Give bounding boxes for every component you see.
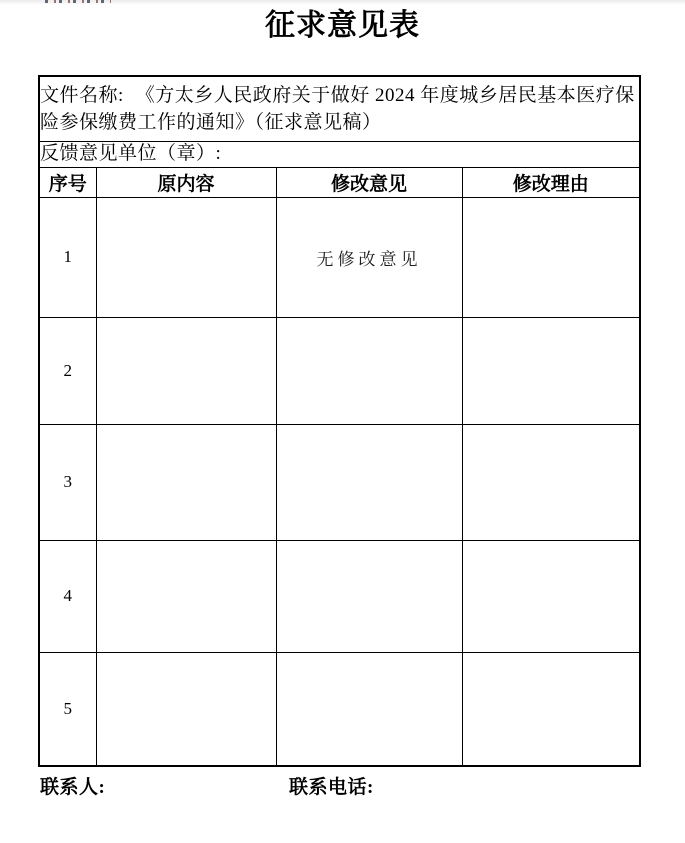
row4-revision-opinion-cell: [276, 540, 462, 652]
row4-serial: 4: [39, 540, 96, 652]
feedback-unit-row: [39, 141, 640, 167]
row1-serial: 1: [39, 197, 96, 317]
table-row: [39, 424, 640, 540]
table-row: [39, 197, 640, 317]
row1-original-content-cell: [96, 197, 276, 317]
row3-original-content-cell: [96, 424, 276, 540]
file-name-value: 《方太乡人民政府关于做好 2024 年度城乡居民基本医疗保险参保缴费工作的通知》（征求意见稿）: [40, 84, 635, 133]
page-title: 征求意见表: [265, 9, 420, 42]
row5-serial: 5: [39, 652, 96, 766]
contact-person-label: 联系人:: [40, 777, 106, 798]
opinion-form-table: [38, 75, 641, 767]
clipped-text-fragment: [45, 0, 111, 3]
table-header-row: [39, 167, 640, 197]
row1-revision-opinion-cell: 无修改意见: [276, 197, 462, 317]
row4-revision-reason-cell: [462, 540, 640, 652]
file-name-label: 文件名称:: [40, 84, 124, 106]
column-header-revision-opinion: 修改意见: [276, 167, 462, 197]
table-row: [39, 540, 640, 652]
row5-revision-opinion-cell: [276, 652, 462, 766]
row3-serial: 3: [39, 424, 96, 540]
row5-original-content-cell: [96, 652, 276, 766]
row2-revision-opinion-cell: [276, 317, 462, 424]
row5-revision-reason-cell: [462, 652, 640, 766]
table-row: [39, 652, 640, 766]
row4-original-content-cell: [96, 540, 276, 652]
row2-revision-reason-cell: [462, 317, 640, 424]
table-row: [39, 317, 640, 424]
row3-revision-opinion-cell: [276, 424, 462, 540]
column-header-serial: 序号: [39, 167, 96, 197]
row2-serial: 2: [39, 317, 96, 424]
row2-original-content-cell: [96, 317, 276, 424]
row1-revision-reason-cell: [462, 197, 640, 317]
column-header-revision-reason: 修改理由: [462, 167, 640, 197]
contact-line: [40, 772, 640, 798]
column-header-original-content: 原内容: [96, 167, 276, 197]
feedback-unit-cell: 反馈意见单位（章）:: [39, 141, 640, 167]
file-name-row: [39, 76, 640, 141]
file-name-cell: [39, 76, 640, 141]
row3-revision-reason-cell: [462, 424, 640, 540]
contact-phone-label: 联系电话:: [289, 777, 374, 798]
